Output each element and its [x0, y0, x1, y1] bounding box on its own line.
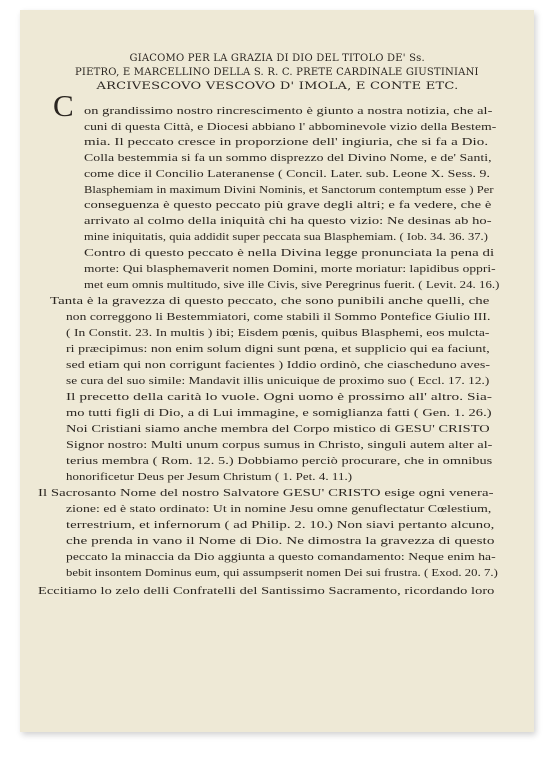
body-line: honorificetur Deus per Jesum Christum ( 1. Pet. 4. 11.): [66, 472, 353, 483]
body-line: arrivato al colmo della iniquità chi ha questo vizio: Ne desinas ab ho-: [84, 216, 492, 227]
body-line: Noi Cristiani siamo anche membra del Corpo mistico di GESU' CRISTO: [66, 424, 490, 435]
body-line: Eccitiamo lo zelo delli Confratelli del Santissimo Sacramento, ricordando loro: [38, 586, 495, 597]
body-line: mine iniquitatis, quia addidit super peccata sua Blasphemiam. ( Iob. 34. 36. 37.): [84, 232, 488, 243]
body-line: peccato la minaccia da Dio aggiunta a questo comandamento: Neque enim ha-: [66, 552, 496, 563]
heading-line: PIETRO, E MARCELLINO DELLA S. R. C. PRETE CARDINALE GIUSTINIANI: [75, 66, 479, 78]
body-line: ( In Constit. 23. In multis ) ibi; Eisdem pœnis, quibus Blasphemi, eos mulcta-: [66, 328, 490, 339]
body-line: se cura del suo simile: Mandavit illis unicuique de proximo suo ( Eccl. 17. 12.): [66, 376, 490, 387]
body-line: che prenda in vano il Nome di Dio. Ne dimostra la gravezza di questo: [66, 536, 495, 547]
body-line: Tanta è la gravezza di questo peccato, che sono punibili anche quelli, che: [50, 296, 490, 307]
body-line: Il precetto della carità lo vuole. Ogni uomo è prossimo all' altro. Sia-: [66, 392, 493, 403]
body-line: terius membra ( Rom. 12. 5.) Dobbiamo perciò procurare, che in omnibus: [66, 456, 493, 467]
body-line: Colla bestemmia si fa un sommo disprezzo del Divino Nome, e de' Santi,: [84, 153, 492, 164]
body-line: terrestrium, et infernorum ( ad Philip. 2. 10.) Non siavi pertanto alcuno,: [66, 520, 495, 531]
body-line: bebit insontem Dominus eum, qui assumpserit nomen Dei sui frustra. ( Exod. 20. 7.): [66, 568, 498, 579]
body-line: Il Sacrosanto Nome del nostro Salvatore GESU' CRISTO esige ogni venera-: [38, 488, 494, 499]
body-line: conseguenza è questo peccato più grave degli altri; e fa vedere, che è: [84, 200, 492, 211]
drop-cap: C: [53, 88, 74, 123]
body-line: cuni di questa Città, e Diocesi abbiano l' abbominevole vizio della Bestem-: [84, 122, 497, 133]
heading-line: GIACOMO PER LA GRAZIA DI DIO DEL TITOLO DE' Ss.: [129, 52, 425, 64]
document-page: [20, 10, 534, 732]
body-line: Blasphemiam in maximum Divini Nominis, et Sanctorum contemptum esse ) Per: [84, 185, 494, 196]
body-line: zione: ed è stato ordinato: Ut in nomine Jesu omne genuflectatur Cœlestium,: [66, 504, 492, 515]
body-line: Contro di questo peccato è nella Divina legge pronunciata la pena di: [84, 248, 495, 259]
body-line: mia. Il peccato cresce in proporzione dell' ingiuria, che si fa a Dio.: [84, 137, 489, 148]
heading-line: ARCIVESCOVO VESCOVO D' IMOLA, E CONTE ETC.: [96, 80, 458, 92]
body-line: ri præcipimus: non enim solum digni sunt pœna, et supplicio qui ea faciunt,: [66, 344, 490, 355]
body-line: on grandissimo nostro rincrescimento è giunto a nostra notizia, che al-: [84, 106, 493, 117]
body-line: met eum omnis multitudo, sive ille Civis, sive Peregrinus fuerit. ( Levit. 24. 16.): [84, 280, 500, 291]
body-line: sed etiam qui non corrigunt facientes ) Iddio ordinò, che ciascheduno aves-: [66, 360, 491, 371]
body-line: morte: Qui blasphemaverit nomen Domini, morte moriatur: lapidibus oppri-: [84, 264, 496, 275]
body-line: mo tutti figli di Dio, a di Lui immagine, e somiglianza fatti ( Gen. 1. 26.): [66, 408, 492, 419]
body-line: non correggono li Bestemmiatori, come stabilì il Sommo Pontefice Giulio III.: [66, 312, 491, 323]
body-line: Signor nostro: Multi unum corpus sumus in Christo, singuli autem alter al-: [66, 440, 493, 451]
body-line: come dice il Concilio Lateranense ( Concil. Later. sub. Leone X. Sess. 9.: [84, 169, 490, 180]
